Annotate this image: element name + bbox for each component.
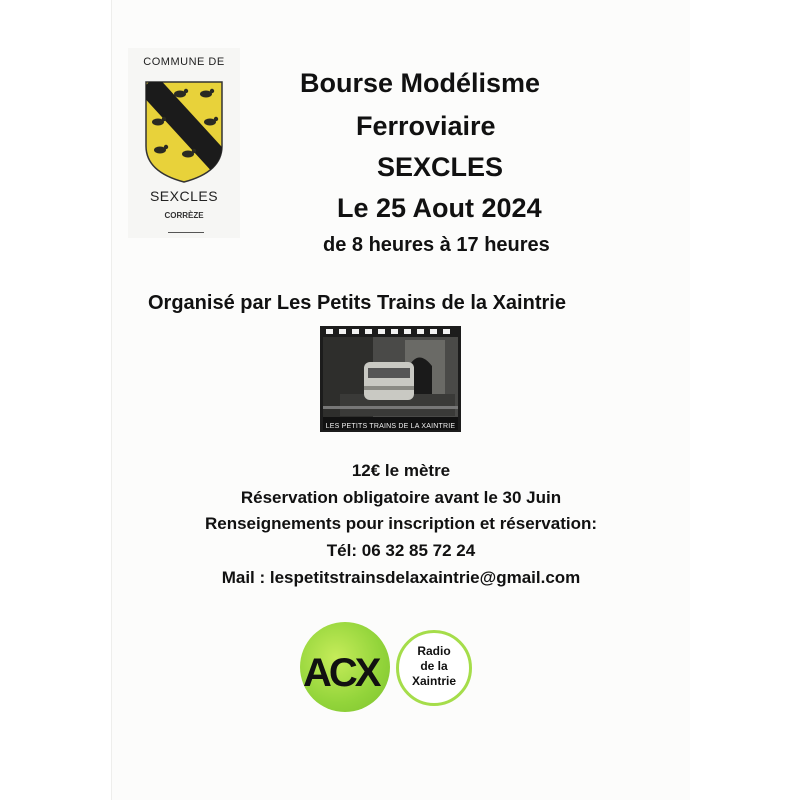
email-address: Mail : lespetitstrainsdelaxaintrie@gmail.com xyxy=(221,568,581,587)
event-hours: de 8 heures à 17 heures xyxy=(323,234,550,256)
crest-commune-name: SEXCLES xyxy=(149,188,219,204)
radio-logo-line-3: Xaintrie xyxy=(411,674,456,688)
crest-top-text: COMMUNE DE xyxy=(143,56,225,68)
acx-logo-text: ACX xyxy=(303,651,379,695)
train-photo xyxy=(320,326,461,432)
phone-number: Tél: 06 32 85 72 24 xyxy=(326,541,476,560)
coat-of-arms-icon xyxy=(144,80,224,189)
scan-margin-right xyxy=(690,0,800,800)
radio-logo-line-1: Radio xyxy=(417,644,451,658)
crest-divider xyxy=(168,232,204,233)
price-per-meter: 12€ le mètre xyxy=(351,461,451,480)
reservation-deadline: Réservation obligatoire avant le 30 Juin xyxy=(240,488,562,507)
radio-logo-line-2: de la xyxy=(420,659,448,673)
event-title-line-3: SEXCLES xyxy=(377,152,504,182)
photo-caption: LES PETITS TRAINS DE LA XAINTRIE xyxy=(325,423,456,430)
crest-region: CORRÈZE xyxy=(164,211,204,220)
event-date: Le 25 Aout 2024 xyxy=(337,193,542,223)
scan-margin-left xyxy=(0,0,112,800)
event-title-line-1: Bourse Modélisme xyxy=(300,68,541,98)
registration-info: Renseignements pour inscription et réservation: xyxy=(204,514,598,533)
event-title-line-2: Ferroviaire xyxy=(356,111,496,141)
commune-crest xyxy=(128,48,240,238)
event-organizer: Organisé par Les Petits Trains de la Xaintrie xyxy=(148,292,566,314)
